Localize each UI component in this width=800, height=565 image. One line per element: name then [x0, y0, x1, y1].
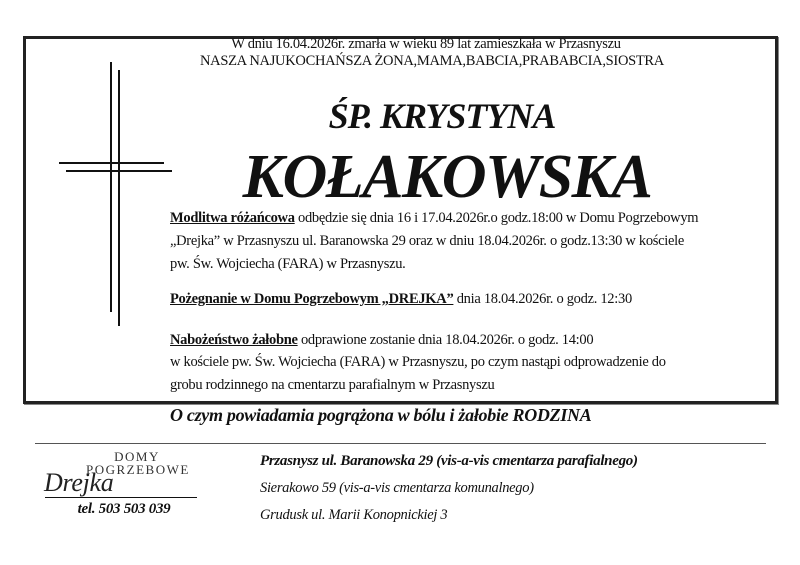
mass-line-2: w kościele pw. Św. Wojciecha (FARA) w Przasnyszu, po czym nastąpi odprowadzenie do: [170, 354, 666, 370]
rosary-text: odbędzie się dnia 16 i 17.04.2026r.o godz.18:00 w Domu Pogrzebowym: [294, 210, 699, 226]
rosary-line-2: „Drejka” w Przasnyszu ul. Baranowska 29 oraz w dniu 18.04.2026r. o godz.13:30 w kościele: [170, 233, 685, 249]
logo-line-1: DOMY: [114, 449, 160, 464]
family-roles: NASZA NAJUKOCHAŃSZA ŻONA,MAMA,BABCIA,PRABABCIA,SIOSTRA: [200, 53, 664, 69]
mass-line-1: [170, 332, 593, 349]
farewell-line: [170, 291, 632, 308]
rosary-line-3: pw. Św. Wojciecha (FARA) w Przasnyszu.: [170, 256, 406, 272]
mass-text: odprawione zostanie dnia 18.04.2026r. o godz. 14:00: [297, 332, 594, 348]
rosary-title: Modlitwa różańcowa: [170, 210, 295, 226]
logo-line-2: POGRZEBOWE: [86, 462, 190, 477]
deceased-first-name: ŚP. KRYSTYNA: [328, 96, 556, 136]
address-sierakowo: Sierakowo 59 (vis-a-vis cmentarza komunalnego): [260, 480, 534, 496]
rosary-line-1: [170, 210, 698, 227]
divider: [35, 443, 766, 444]
address-grudusk: Grudusk ul. Marii Konopnickiej 3: [260, 507, 448, 523]
logo-underline: [45, 497, 197, 498]
deceased-last-name: KOŁAKOWSKA: [242, 143, 652, 211]
farewell-text: dnia 18.04.2026r. o godz. 12:30: [453, 291, 632, 307]
farewell-title: Pożegnanie w Domu Pogrzebowym „DREJKA”: [170, 291, 454, 307]
closing-text: O czym powiadamia pogrążona w bólu i żałobie RODZINA: [170, 405, 592, 425]
logo-brand: Drejka: [44, 468, 114, 497]
mass-title: Nabożeństwo żałobne: [170, 332, 298, 348]
mass-line-3: grobu rodzinnego na cmentarzu parafialnym w Przasnyszu: [170, 377, 495, 393]
phone-number: tel. 503 503 039: [77, 501, 171, 517]
address-przasnysz: Przasnysz ul. Baranowska 29 (vis-a-vis cmentarza parafialnego): [260, 453, 638, 469]
death-info: W dniu 16.04.2026r. zmarła w wieku 89 lat zamieszkała w Przasnyszu: [231, 36, 621, 52]
